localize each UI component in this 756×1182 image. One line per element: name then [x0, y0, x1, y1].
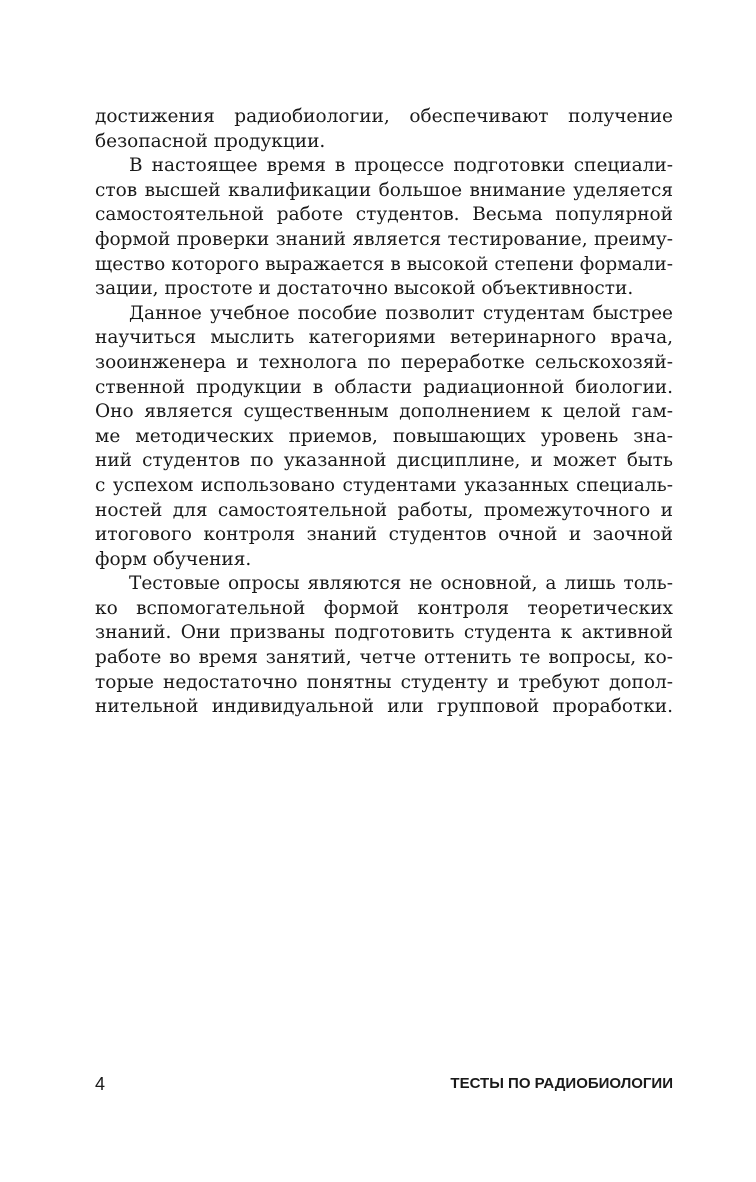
running-title: ТЕСТЫ ПО РАДИОБИОЛОГИИ	[450, 1075, 673, 1092]
text-line: знаний. Они призваны подготовить студента к активной	[95, 622, 673, 644]
text-line: формой проверки знаний является тестирование, преиму-	[95, 228, 673, 250]
page-footer	[95, 1073, 673, 1095]
text-line: ственной продукции в области радиационной биологии.	[95, 376, 673, 398]
text-line: Данное учебное пособие позволит студентам быстрее	[129, 302, 673, 324]
text-line: зооинженера и технолога по переработке сельскохозяй-	[95, 351, 673, 373]
text-line: с успехом использовано студентами указанных специаль-	[95, 474, 673, 496]
text-line: Тестовые опросы являются не основной, а лишь толь-	[129, 573, 673, 595]
text-line: нительной индивидуальной или групповой проработки.	[95, 696, 673, 718]
text-line: торые недостаточно понятны студенту и требуют допол-	[95, 671, 673, 693]
text-line: ко вспомогательной формой контроля теоретических	[95, 597, 673, 619]
page-number: 4	[95, 1074, 106, 1094]
text-line: безопасной продукции.	[95, 130, 326, 152]
text-line: ме методических приемов, повышающих уровень зна-	[95, 425, 673, 447]
body-text	[95, 105, 673, 720]
text-line: ностей для самостоятельной работы, промежуточного и	[95, 499, 673, 521]
text-line: Оно является существенным дополнением к целой гам-	[95, 401, 673, 423]
text-line: зации, простоте и достаточно высокой объективности.	[95, 278, 634, 300]
text-line: ний студентов по указанной дисциплине, и может быть	[95, 450, 673, 472]
text-line: работе во время занятий, четче оттенить те вопросы, ко-	[95, 647, 673, 669]
text-line: самостоятельной работе студентов. Весьма популярной	[95, 204, 673, 226]
text-line: щество которого выражается в высокой степени формали-	[95, 253, 673, 275]
text-line: В настоящее время в процессе подготовки специали-	[129, 155, 673, 177]
text-line: научиться мыслить категориями ветеринарного врача,	[95, 327, 673, 349]
text-line: итогового контроля знаний студентов очной и заочной	[95, 524, 673, 546]
text-line: стов высшей квалификации большое внимание уделяется	[95, 179, 673, 201]
text-line: достижения радиобиологии, обеспечивают получение	[95, 106, 673, 127]
text-line: форм обучения.	[95, 548, 252, 570]
